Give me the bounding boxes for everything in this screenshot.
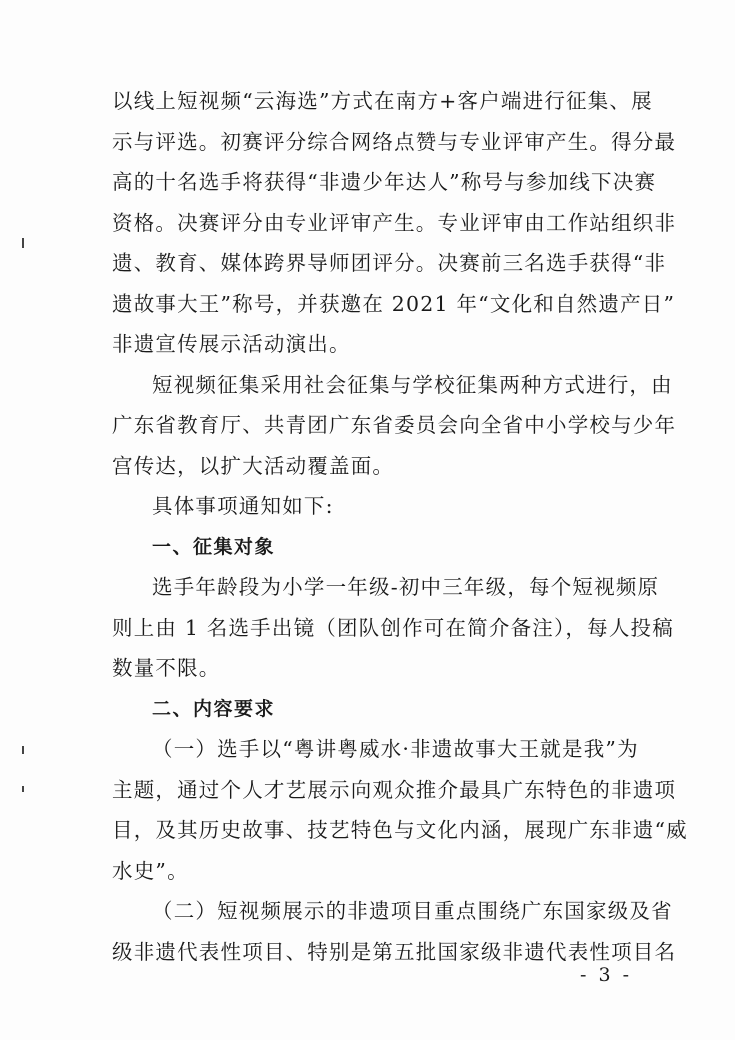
body-text-line: 水史”。 xyxy=(112,858,189,883)
paragraph-first-line: 具体事项通知如下: xyxy=(152,494,334,518)
paragraph-first-line: （二）短视频展示的非遗项目重点围绕广东国家级及省 xyxy=(152,899,673,923)
scan-mark xyxy=(22,786,24,792)
body-text-line: 资格。决赛评分由专业评审产生。专业评审由工作站组织非 xyxy=(112,210,677,235)
body-text-line: 遗、教育、媒体跨界导师团评分。决赛前三名选手获得“非 xyxy=(112,251,667,275)
scan-mark xyxy=(22,238,24,248)
body-text-line: 非遗宣传展示活动演出。 xyxy=(112,332,351,356)
body-text-line: 高的十名选手将获得“非遗少年达人”称号与参加线下决赛 xyxy=(112,170,657,194)
body-text-line: 目，及其历史故事、技艺特色与文化内涵，展现广东非遗“威 xyxy=(112,818,688,842)
scan-mark xyxy=(22,746,24,754)
body-text-line: 数量不限。 xyxy=(112,656,221,680)
body-text-line: 级非遗代表性项目、特别是第五批国家级非遗代表性项目名 xyxy=(112,939,677,964)
page-number: - 3 - xyxy=(580,964,633,986)
paragraph-first-line: 短视频征集采用社会征集与学校征集两种方式进行，由 xyxy=(152,372,673,397)
body-text-line: 遗故事大王”称号，并获邀在 2021 年“文化和自然遗产日” xyxy=(112,291,676,316)
body-text-line: 以线上短视频“云海选”方式在南方+客户端进行征集、展 xyxy=(112,89,653,113)
section-heading: 一、征集对象 xyxy=(152,535,276,558)
section-heading: 二、内容要求 xyxy=(152,697,276,720)
body-text-line: 示与评选。初赛评分综合网络点赞与专业评审产生。得分最 xyxy=(112,129,677,154)
body-text-line: 主题，通过个人才艺展示向观众推介最具广东特色的非遗项 xyxy=(112,777,677,802)
body-text-line: 广东省教育厅、共青团广东省委员会向全省中小学校与少年 xyxy=(112,413,677,437)
body-text-line: 宫传达，以扩大活动覆盖面。 xyxy=(112,453,395,478)
paragraph-first-line: （一）选手以“粤讲粤威水·非遗故事大王就是我”为 xyxy=(152,737,639,761)
body-text-line: 则上由 1 名选手出镜（团队创作可在简介备注），每人投稿 xyxy=(112,615,674,640)
paragraph-first-line: 选手年龄段为小学一年级-初中三年级，每个短视频原 xyxy=(152,575,660,599)
